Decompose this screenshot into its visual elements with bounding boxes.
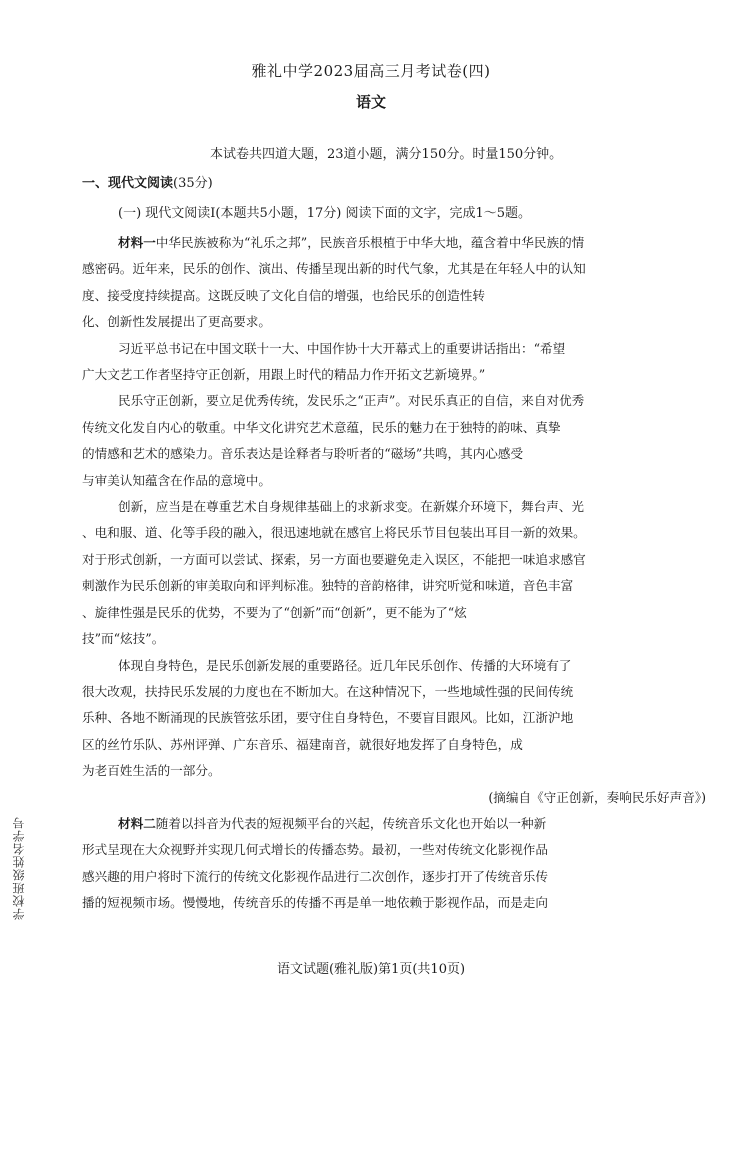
text-line: 中华民族被称为“礼乐之邦”，民族音乐根植于中华大地，蕴含着中华民族的情 [155, 235, 585, 250]
text-line: 创新，应当是在尊重艺术自身规律基础上的求新求变。在新媒介环境下，舞台声、光 [118, 499, 584, 515]
paragraph [82, 811, 694, 837]
material-label: 材料一 [118, 235, 156, 250]
paragraph [82, 230, 694, 256]
text-line: 很大改观，扶持民乐发展的力度也在不断加大。在这种情况下，一些地域性强的民间传统 [82, 683, 574, 699]
section-heading-text: 一、现代文阅读 [82, 176, 174, 191]
text-line: 广大文艺工作者坚持守正创新，用跟上时代的精品力作开拓文艺新境界。” [82, 367, 486, 383]
text-line: 区的丝竹乐队、苏州评弹、广东音乐、福建南音，就很好地发挥了自身特色，成 [82, 736, 523, 752]
text-line: 形式呈现在大众视野并实现几何式增长的传播态势。最初，一些对传统文化影视作品 [82, 842, 548, 858]
question-intro: (一) 现代文阅读Ⅰ(本题共5小题，17分) 阅读下面的文字，完成1～5题。 [118, 206, 532, 221]
text-line: 传统文化发自内心的敬重。中华文化讲究艺术意蕴，民乐的魅力在于独特的韵味、真挚 [82, 419, 561, 435]
text-line: 对于形式创新，一方面可以尝试、探索，另一方面也要避免走入误区，不能把一味追求感官 [82, 551, 586, 567]
material-label: 材料二 [118, 815, 156, 831]
text-line: 乐种、各地不断涌现的民族管弦乐团，要守住自身特色，不要盲目跟风。比如，江浙沪地 [82, 710, 574, 726]
section-heading [82, 172, 213, 191]
text-line: 体现自身特色，是民乐创新发展的重要路径。近几年民乐创作、传播的大环境有了 [118, 657, 572, 673]
page-footer: 语文试题(雅礼版)第1页(共10页) [276, 962, 466, 977]
section-score: (35分) [173, 176, 213, 191]
reading-passage [82, 230, 706, 917]
subject-title: 语文 [355, 93, 386, 111]
text-line: 化、创新性发展提出了更高要求。 [82, 314, 271, 330]
exam-title: 雅礼中学2023届高三月考试卷(四) [251, 62, 491, 80]
text-line: 度、接受度持续提高。这既反映了文化自信的增强，也给民乐的创造性转 [82, 287, 485, 303]
text-line: 刺激作为民乐创新的审美取向和评判标准。独特的音韵格律，讲究听觉和味道，音色丰富 [82, 578, 574, 594]
text-line: 感兴趣的用户将时下流行的传统文化影视作品进行二次创作，逐步打开了传统音乐传 [82, 868, 548, 884]
text-line: 技”而“炫技”。 [82, 631, 165, 647]
text-line: 民乐守正创新，要立足优秀传统，发民乐之“正声”。对民乐真正的自信，来自对优秀 [118, 393, 585, 409]
source-citation: (摘编自《守正创新，奏响民乐好声音》) [488, 789, 706, 805]
text-line: 习近平总书记在中国文联十一大、中国作协十大开幕式上的重要讲话指出：“希望 [118, 340, 566, 356]
text-line: 的情感和艺术的感染力。音乐表达是诠释者与聆听者的“磁场”共鸣，其内心感受 [82, 446, 524, 462]
text-line: 、电和服、道、化等手段的融入，很迅速地就在感官上将民乐节目包装出耳目一新的效果。 [82, 525, 586, 541]
text-line: 、旋律性强是民乐的优势，不要为了“创新”而“创新”，更不能为了“炫 [82, 604, 467, 620]
text-line: 播的短视频市场。慢慢地，传统音乐的传播不再是单一地依赖于影视作品，而是走向 [82, 895, 548, 911]
exam-info: 本试卷共四道大题，23道小题，满分150分。时量150分钟。 [210, 147, 563, 162]
text-line: 感密码。近年来，民乐的创作、演出、传播呈现出新的时代气象，尤其是在年轻人中的认知 [82, 261, 586, 277]
text-line: 与审美认知蕴含在作品的意境中。 [82, 472, 271, 488]
student-info-strip: 学校班级姓名学号 [12, 816, 26, 920]
text-line: 随着以抖音为代表的短视频平台的兴起，传统音乐文化也开始以一种新 [155, 815, 547, 831]
text-line: 为老百姓生活的一部分。 [82, 763, 221, 779]
